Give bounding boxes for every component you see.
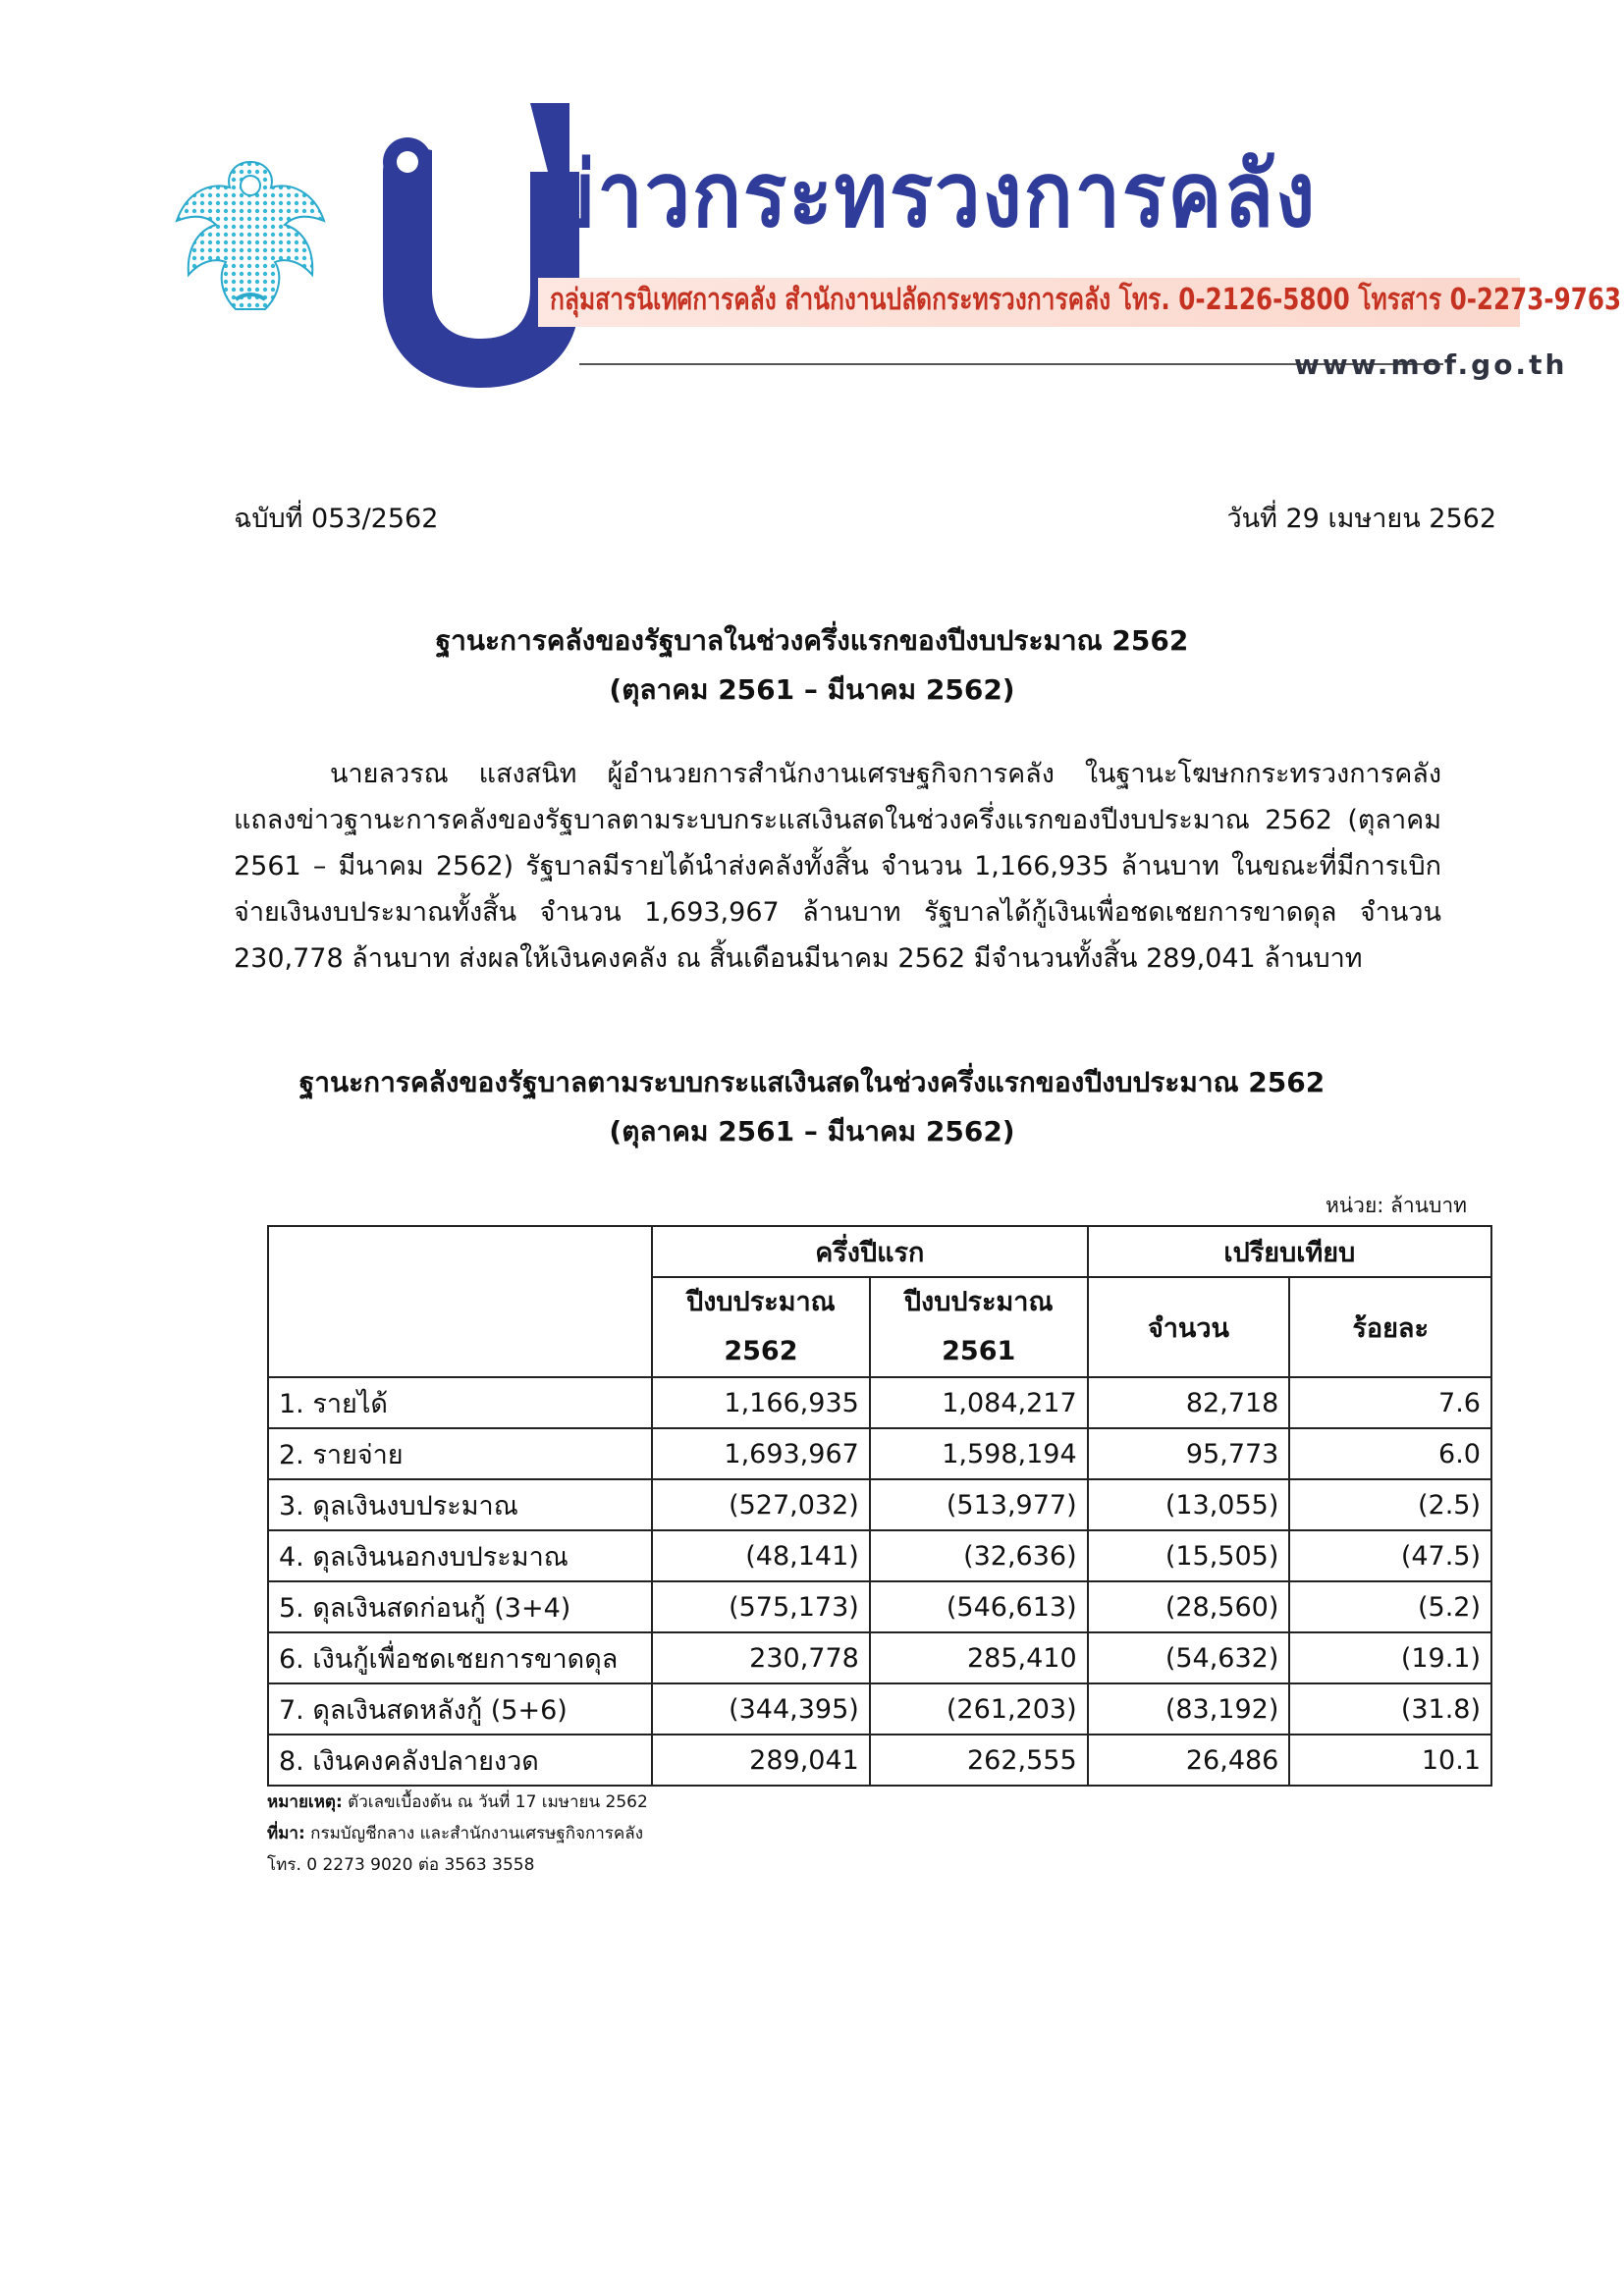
cell-fy2562: 1,693,967 — [652, 1428, 870, 1479]
cell-amount: (83,192) — [1088, 1683, 1290, 1735]
cell-amount: (28,560) — [1088, 1581, 1290, 1632]
cell-fy2561: 285,410 — [870, 1632, 1088, 1683]
cell-percent: (5.2) — [1289, 1581, 1491, 1632]
remark-text: ตัวเลขเบื้องต้น ณ วันที่ 17 เมษายน 2562 — [342, 1792, 648, 1812]
cell-fy2561: (546,613) — [870, 1581, 1088, 1632]
header-fy2562: ปีงบประมาณ 2562 — [652, 1277, 870, 1377]
headline-line1: ฐานะการคลังของรัฐบาลในช่วงครึ่งแรกของปีงบประมาณ 2562 — [435, 624, 1189, 657]
cell-percent: (2.5) — [1289, 1479, 1491, 1530]
cell-percent: 10.1 — [1289, 1735, 1491, 1786]
table-title-line1: ฐานะการคลังของรัฐบาลตามระบบกระแสเงินสดในช่วงครึ่งแรกของปีงบประมาณ 2562 — [298, 1066, 1326, 1098]
cell-percent: 7.6 — [1289, 1377, 1491, 1428]
table-row — [268, 1428, 1491, 1479]
body-paragraph — [234, 751, 1441, 982]
cell-amount: (15,505) — [1088, 1530, 1290, 1581]
cell-fy2561: 1,084,217 — [870, 1377, 1088, 1428]
cell-fy2562: (527,032) — [652, 1479, 870, 1530]
header-first-half: ครึ่งปีแรก — [652, 1226, 1088, 1277]
unit-label: หน่วย: ล้านบาท — [1325, 1194, 1467, 1217]
masthead — [167, 103, 1622, 388]
body-text: นายลวรณ แสงสนิท ผู้อำนวยการสำนักงานเศรษฐกิจการคลัง ในฐานะโฆษกกระทรวงการคลัง แถลงข่าวฐานะการคลังของรัฐบาลตามระบบกระแสเงินสดในช่วงครึ่งแรกของปีงบประมาณ 2562 (ตุลาคม 2561 – มีนาคม 2562) รัฐบาลมีรายได้นำส่งคลังทั้งสิ้น จำนวน 1,166,935 ล้านบาท ในขณะที่มีการเบิกจ่ายเงินงบประมาณทั้งสิ้น จำนวน 1,693,967 ล้านบาท รัฐบาลได้กู้เงินเพื่อชดเชยการขาดดุล จำนวน 230,778 ล้านบาท ส่งผลให้เงินคงคลัง ณ สิ้นเดือนมีนาคม 2562 มีจำนวนทั้งสิ้น 289,041 ล้านบาท — [234, 759, 1441, 974]
row-label: 7. ดุลเงินสดหลังกู้ (5+6) — [268, 1683, 652, 1735]
table-row — [268, 1377, 1491, 1428]
row-label: 8. เงินคงคลังปลายงวด — [268, 1735, 652, 1786]
cell-percent: 6.0 — [1289, 1428, 1491, 1479]
headline-line2: (ตุลาคม 2561 – มีนาคม 2562) — [609, 673, 1015, 706]
row-label: 6. เงินกู้เพื่อชดเชยการขาดดุล — [268, 1632, 652, 1683]
row-label: 5. ดุลเงินสดก่อนกู้ (3+4) — [268, 1581, 652, 1632]
table-row — [268, 1683, 1491, 1735]
cell-fy2562: (344,395) — [652, 1683, 870, 1735]
cell-percent: (19.1) — [1289, 1632, 1491, 1683]
table-title — [0, 1058, 1624, 1156]
row-label: 3. ดุลเงินงบประมาณ — [268, 1479, 652, 1530]
phone-line: โทร. 0 2273 9020 ต่อ 3563 3558 — [267, 1855, 535, 1875]
cell-fy2562: (575,173) — [652, 1581, 870, 1632]
header-blank — [268, 1226, 652, 1377]
source-text: กรมบัญชีกลาง และสำนักงานเศรษฐกิจการคลัง — [304, 1824, 644, 1843]
table-row — [268, 1735, 1491, 1786]
cell-fy2561: 262,555 — [870, 1735, 1088, 1786]
issue-number: ฉบับที่ 053/2562 — [234, 504, 439, 534]
cell-fy2562: 1,166,935 — [652, 1377, 870, 1428]
row-label: 1. รายได้ — [268, 1377, 652, 1428]
cell-fy2561: (513,977) — [870, 1479, 1088, 1530]
cell-amount: (54,632) — [1088, 1632, 1290, 1683]
cell-fy2561: 1,598,194 — [870, 1428, 1088, 1479]
table-row — [268, 1581, 1491, 1632]
source-label: ที่มา: — [267, 1824, 305, 1843]
fiscal-table — [267, 1225, 1492, 1787]
header-percent: ร้อยละ — [1289, 1277, 1491, 1377]
masthead-url[interactable]: www.mof.go.th — [1294, 348, 1568, 381]
remark-line — [267, 1787, 648, 1818]
remark-label: หมายเหตุ: — [267, 1792, 343, 1812]
header-comparison: เปรียบเทียบ — [1088, 1226, 1491, 1277]
table-row — [268, 1632, 1491, 1683]
table-row — [268, 1479, 1491, 1530]
cell-amount: 95,773 — [1088, 1428, 1290, 1479]
cell-fy2562: 289,041 — [652, 1735, 870, 1786]
cell-fy2561: (261,203) — [870, 1683, 1088, 1735]
cell-fy2562: 230,778 — [652, 1632, 870, 1683]
issue-date: วันที่ 29 เมษายน 2562 — [1226, 504, 1496, 534]
headline — [0, 616, 1624, 715]
cell-amount: 26,486 — [1088, 1735, 1290, 1786]
header-fy2561: ปีงบประมาณ 2561 — [870, 1277, 1088, 1377]
cell-fy2562: (48,141) — [652, 1530, 870, 1581]
source-line — [267, 1818, 648, 1849]
masthead-title: ข่าวกระทรวงการคลัง — [540, 142, 1318, 247]
table-title-line2: (ตุลาคม 2561 – มีนาคม 2562) — [609, 1115, 1015, 1148]
row-label: 2. รายจ่าย — [268, 1428, 652, 1479]
row-label: 4. ดุลเงินนอกงบประมาณ — [268, 1530, 652, 1581]
table-row — [268, 1530, 1491, 1581]
table-group-header-row — [268, 1226, 1491, 1277]
masthead-subtitle: กลุ่มสารนิเทศการคลัง สำนักงานปลัดกระทรวงการคลัง โทร. 0-2126-5800 โทรสาร 0-2273-9763 — [550, 283, 1622, 317]
cell-amount: (13,055) — [1088, 1479, 1290, 1530]
garuda-emblem-icon — [167, 152, 334, 319]
header-amount: จำนวน — [1088, 1277, 1290, 1377]
cell-fy2561: (32,636) — [870, 1530, 1088, 1581]
table-notes — [267, 1787, 648, 1881]
cell-amount: 82,718 — [1088, 1377, 1290, 1428]
cell-percent: (31.8) — [1289, 1683, 1491, 1735]
cell-percent: (47.5) — [1289, 1530, 1491, 1581]
